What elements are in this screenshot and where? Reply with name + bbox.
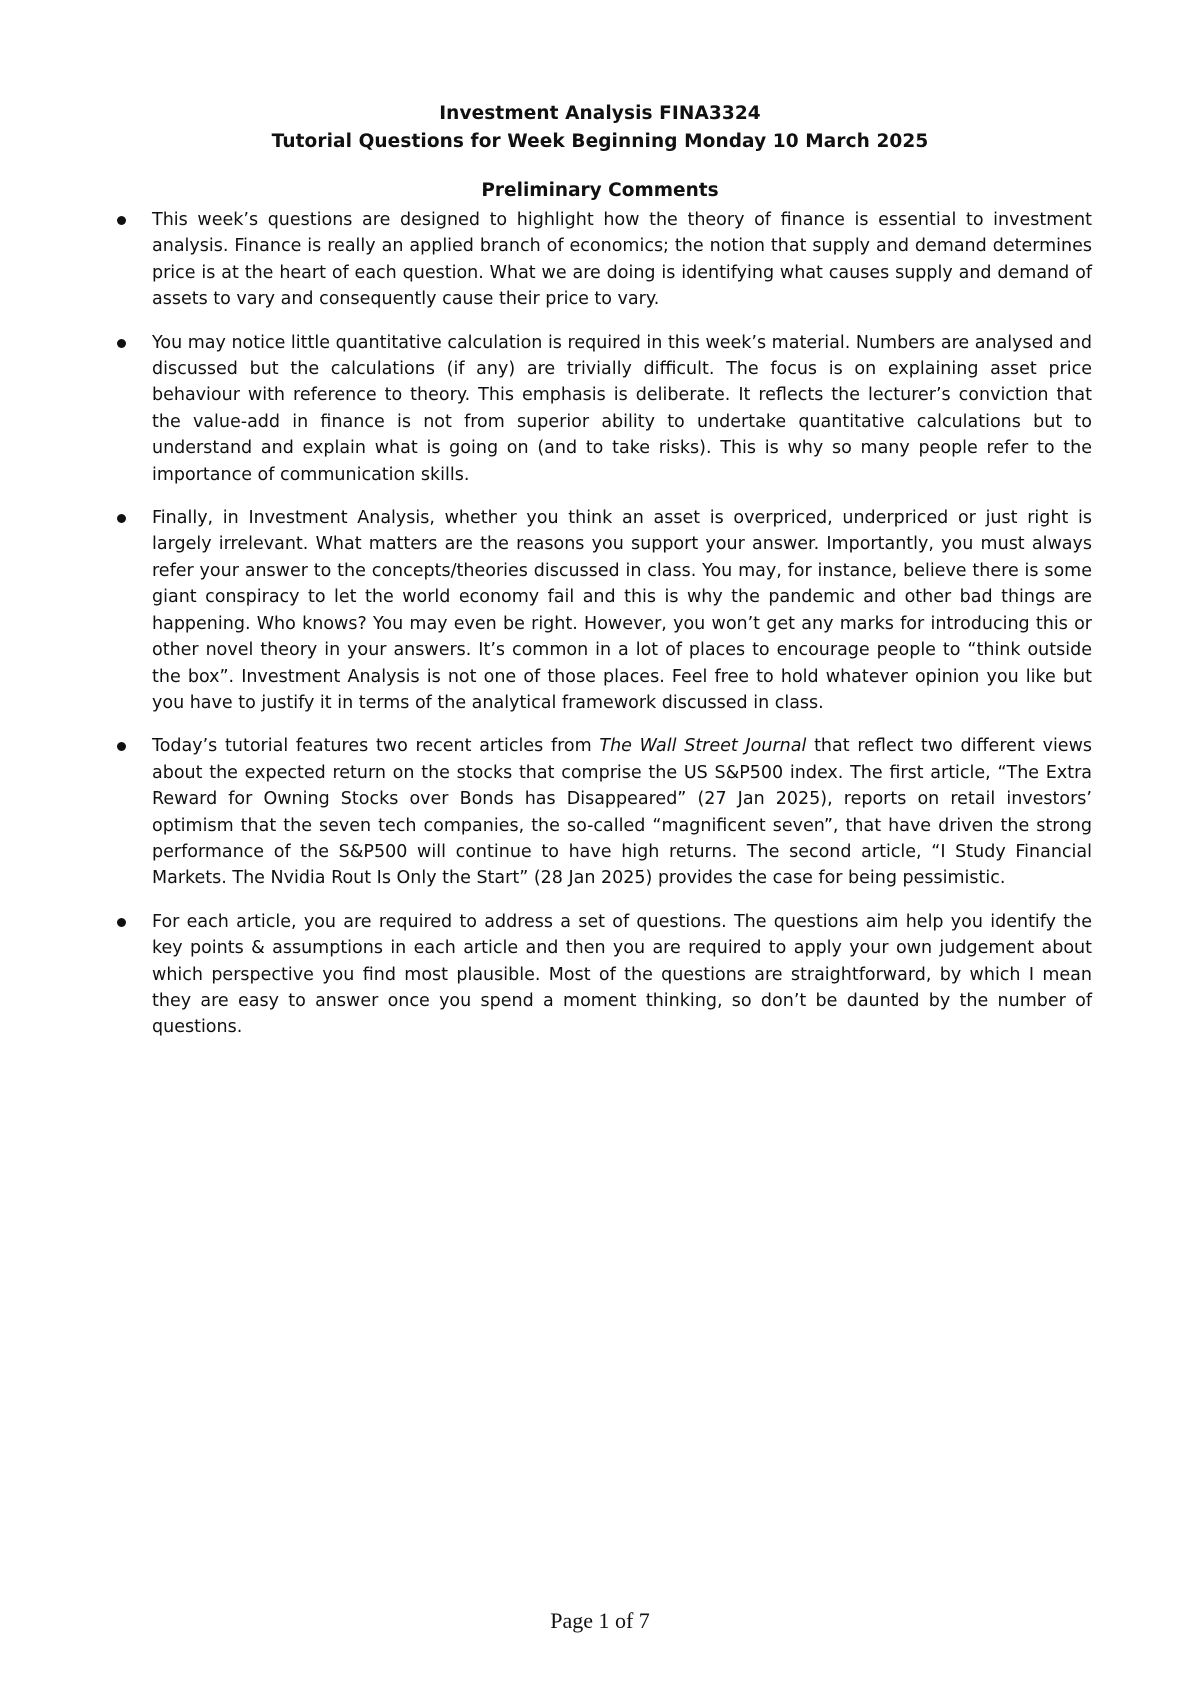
tutorial-subtitle: Tutorial Questions for Week Beginning Monday 10 March 2025: [271, 131, 929, 152]
course-title: Investment Analysis FINA3324: [439, 103, 761, 124]
bullet-icon: [117, 514, 126, 523]
bullet-text: You may notice little quantitative calculation is required in this week’s material. Numbers are analysed and discussed but the calculations (if any) are trivially difficult. The focus is on explaining asset price behaviour with reference to theory. This emphasis is deliberate. It reflects the lecturer’s conviction that the value-add in finance is not from superior ability to undertake quantitative calculations but to understand and explain what is going on (and to take risks). This is why so many people refer to the importance of communication skills.: [152, 332, 1092, 485]
list-item: [152, 733, 1092, 891]
bullet-text: For each article, you are required to address a set of questions. The questions aim help you identify the key points & assumptions in each article and then you are required to apply your own judgement about which perspective you find most plausible. Most of the questions are straightforward, by which I mean they are easy to answer once you spend a moment thinking, so don’t be daunted by the number of questions.: [152, 911, 1092, 1038]
list-item: [152, 330, 1092, 488]
bullet-list: [152, 207, 1092, 1058]
publication-name: The Wall Street Journal: [599, 736, 807, 757]
bullet-text: [152, 736, 1092, 888]
bullet-icon: [117, 918, 126, 927]
list-item: [152, 505, 1092, 716]
bullet-icon: [117, 216, 126, 225]
document-header: [0, 100, 1200, 156]
bullet-text: This week’s questions are designed to highlight how the theory of finance is essential to investment analysis. Finance is really an applied branch of economics; the notion that supply and demand determines price is at the heart of each question. What we are doing is identifying what causes supply and demand of assets to vary and consequently cause their price to vary.: [152, 210, 1092, 310]
bullet-text-before: Today’s tutorial features two recent articles from: [152, 736, 600, 757]
bullet-text: Finally, in Investment Analysis, whether you think an asset is overpriced, underpriced or just right is largely irrelevant. What matters are the reasons you support your answer. Importantly, you must always refer your answer to the concepts/theories discussed in class. You may, for instance, believe there is some giant conspiracy to let the world economy fail and this is why the pandemic and other bad things are happening. Who knows? You may even be right. However, you won’t get any marks for introducing this or other novel theory in your answers. It’s common in a lot of places to encourage people to “think outside the box”. Investment Analysis is not one of those places. Feel free to hold whatever opinion you like but you have to justify it in terms of the analytical framework discussed in class.: [152, 508, 1092, 713]
bullet-icon: [117, 742, 126, 751]
bullet-text-after: that reflect two different views about the expected return on the stocks that comprise the US S&P500 index. The first article, “The Extra Reward for Owning Stocks over Bonds has Disappeared” (27 Jan 2025), reports on retail investors’ optimism that the seven tech companies, the so-called “magnificent seven”, that have driven the strong performance of the S&P500 will continue to have high returns. The second article, “I Study Financial Markets. The Nvidia Rout Is Only the Start” (28 Jan 2025) provides the case for being pessimistic.: [152, 736, 1093, 889]
bullet-icon: [117, 339, 126, 348]
list-item: [152, 909, 1092, 1041]
list-item: [152, 207, 1092, 313]
section-heading: Preliminary Comments: [481, 180, 719, 201]
page-number: Page 1 of 7: [550, 1608, 650, 1633]
